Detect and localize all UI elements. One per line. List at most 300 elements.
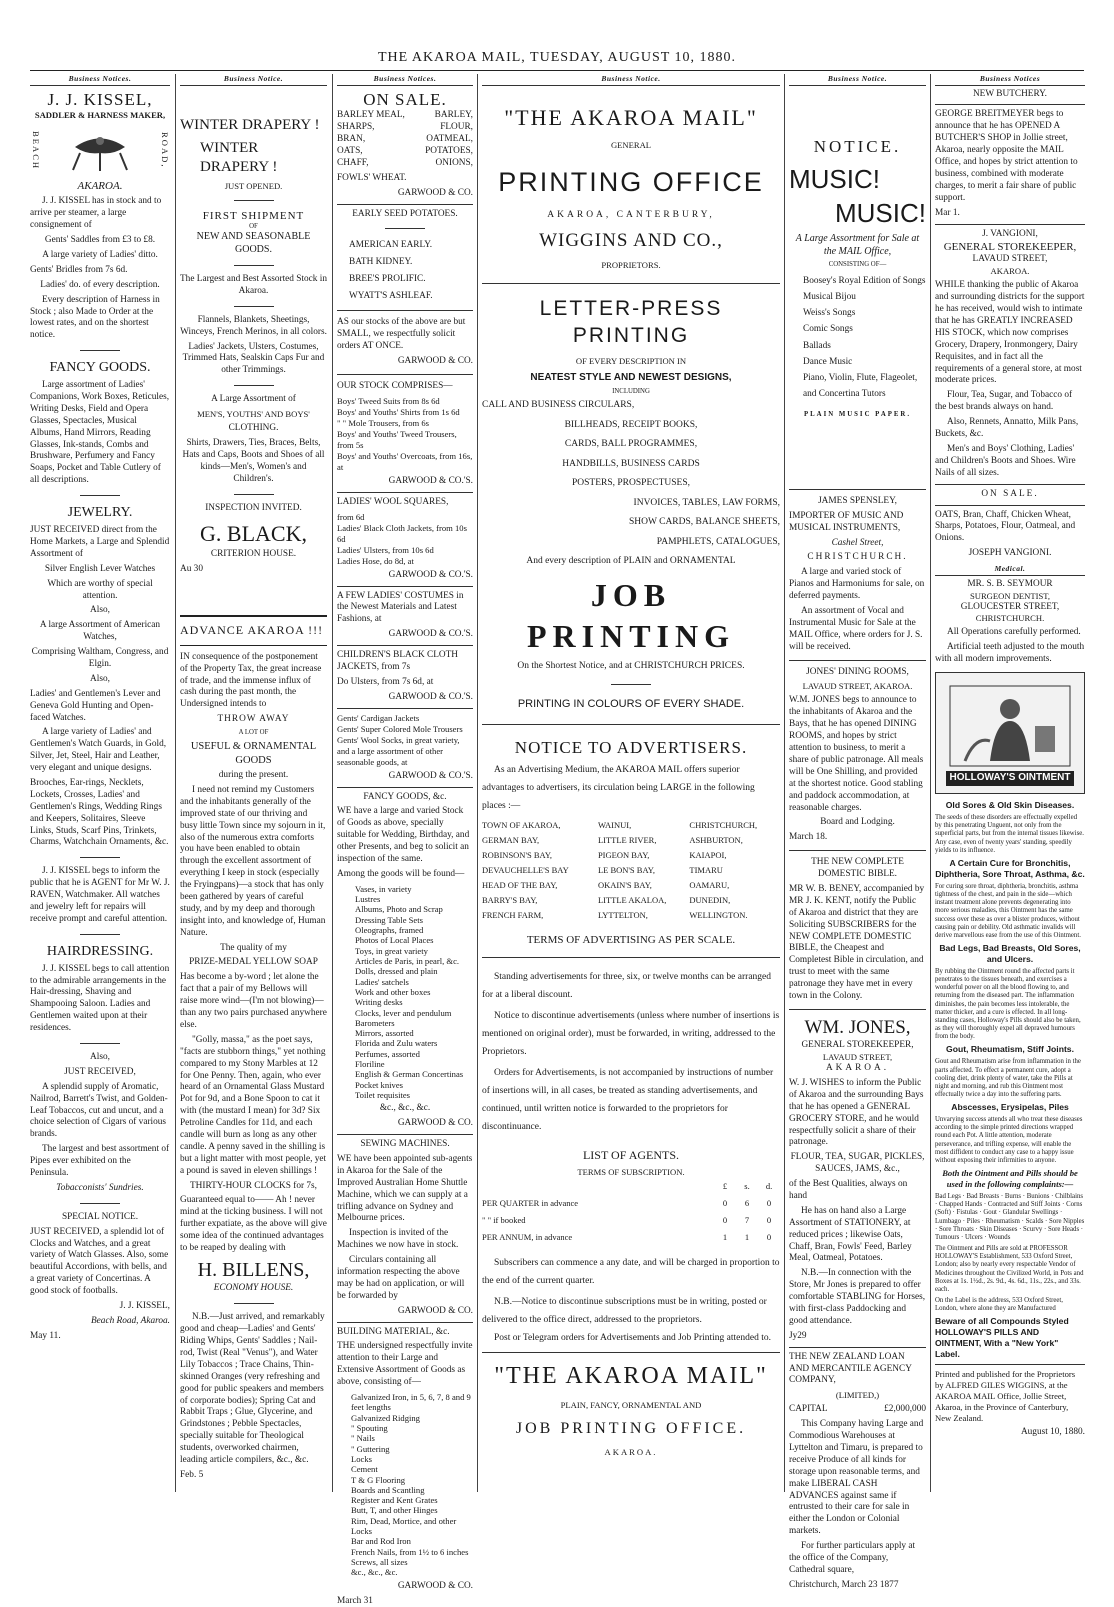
board-lodging: Board and Lodging. [820, 817, 895, 828]
column-rule [175, 74, 176, 1492]
town-cell: ASHBURTON, [689, 835, 743, 846]
seed-potatoes-title: EARLY SEED POTATOES. [352, 208, 458, 219]
sewing-title: SEWING MACHINES. [360, 1139, 450, 1150]
advertisers-body: As an Advertising Medium, the AKAROA MAIL offers superior advantages to advertisers, its circulation being LARGE in the following places :— [482, 765, 755, 812]
wool-item: from 6d [337, 511, 365, 522]
vangioni-town: AKAROA. [990, 266, 1030, 277]
divider [337, 586, 473, 587]
goods-item: BARLEY MEAL, [337, 110, 405, 121]
seed-list [337, 237, 473, 304]
divider [337, 492, 473, 493]
subs-cell: PER ANNUM, in advance [482, 1232, 573, 1243]
printing-item: CALL AND BUSINESS CIRCULARS, [482, 400, 635, 411]
holloway-engraving [935, 672, 1085, 794]
subs-cell: 1 [722, 1232, 728, 1243]
holloway-text: For curing sore throat, diphtheria, bronchitis, asthma tightness of the chest, and pain in the side—which instant treatment alone prevents degenerating into more serious maladies, this Ointment has the same success over these as over a blister produces, without causing pain or debility. Old asthmatic invalids will derive marvellous ease from the use of this Ointment. [935, 882, 1081, 939]
building-item: " Nails [351, 1433, 375, 1444]
nz-limited: (LIMITED,) [835, 1390, 880, 1401]
music-assortment: A Large Assortment for Sale at the MAIL Office, [795, 232, 920, 257]
garwood-sign: GARWOOD & CO.'S. [388, 629, 473, 640]
column-5 [789, 74, 926, 1590]
fowls-wheat: FOWLS' WHEAT. [337, 172, 407, 183]
holloway-heading: Abscesses, Erysipelas, Piles [951, 1102, 1069, 1113]
divider [482, 957, 780, 958]
building-item: &c., &c., &c. [351, 1567, 398, 1578]
tobacco-text: Tobacconists' Sundries. [56, 1182, 144, 1193]
town-cell: DUNEDIN, [689, 894, 731, 905]
building-item: T & G Flooring [351, 1474, 406, 1485]
subs-cell: " " if booked [482, 1215, 526, 1226]
towns-table [482, 818, 780, 922]
column-4 [482, 74, 780, 1492]
jewelry-text: Brooches, Ear-rings, Necklets, Lockets, Crosses, Ladies' and Gentlemen's Rings, Wedding Rings and Keepers, Solitaires, Sleeve Links, Studs, Scarf Pins, Trinkets, Charms, Watchchain Ornaments, &c. [30, 777, 169, 848]
standing-text: Standing advertisements for three, six, or twelve months can be arranged for at a liberal discount. [482, 971, 771, 1000]
garwood-sign: GARWOOD & CO. [397, 1305, 473, 1316]
terms-title: TERMS OF ADVERTISING AS PER SCALE. [526, 933, 736, 946]
divider [337, 374, 473, 375]
divider [385, 228, 425, 229]
music-title: MUSIC! [835, 197, 926, 228]
seymour-text: All Operations carefully performed. [947, 627, 1081, 638]
fancy-goods-list [337, 884, 473, 1101]
fancy-goods-body: Large assortment of Ladies' Companions, Work Boxes, Reticules, Writing Desks, Field and Opera Glasses, Spectacles, Musical Albums, Hand Mirrors, Reading Glasses, Ink-stands, Combs and Brushware, Perfumery and Fancy Soaps, Pocket and Table Cutlery of all descriptions. [30, 380, 170, 486]
kissel-text: Every description of Harness in Stock ; also Made to Order at the lowest rates, and on the shortest notice. [30, 294, 160, 341]
printing-item: CARDS, BALL PROGRAMMES, [564, 439, 698, 450]
printed-by: Printed and published for the Proprietors by ALFRED GILES WIGGINS, at the AKAROA MAIL Office, Jollie Street, Akaroa, in the Province of Canterbury, New Zealand. [935, 1369, 1076, 1424]
printing-item: POSTERS, PROSPECTUSES, [572, 478, 690, 489]
fancy-item: Toys, in great variety [355, 945, 428, 956]
building-body: THE undersigned respectfully invite attention to their Large and Extensive Assortment of Goods as above, consisting of— [337, 1341, 473, 1388]
children-text: CHILDREN'S BLACK CLOTH JACKETS, from 7s [337, 650, 458, 672]
winter-drapery-heading: WINTER DRAPERY ! [200, 139, 278, 175]
seymour-name: MR. S. B. SEYMOUR [967, 578, 1053, 589]
fancy-item: English & German Concertinas [355, 1069, 464, 1080]
subs-cell: 6 [744, 1198, 750, 1209]
fancy-item: Dressing Table Sets [355, 914, 423, 925]
capital-label: CAPITAL [789, 1404, 828, 1415]
building-item: Locks [351, 1453, 373, 1464]
wj-text: FLOUR, TEA, SUGAR, PICKLES, SAUCES, JAMS, &c., [790, 1152, 925, 1175]
jewelry-text: A large variety of Ladies' and Gentlemen's Watch Guards, in Gold, Silver, Jet, Steel, Hair and Leather, very elegant and unique designs. [30, 727, 167, 774]
jewelry-text: Which are worthy of special attention. [47, 578, 153, 601]
spensley-name: JAMES SPENSLEY, [818, 495, 897, 506]
date-line: May 11. [30, 1330, 61, 1341]
goods-item: ONIONS, [435, 157, 473, 168]
divider [789, 489, 926, 490]
subs-note: Subscribers can commence a any date, and will be charged in proportion to the end of the current quarter. [482, 1257, 780, 1286]
town-cell: CHRISTCHURCH, [689, 820, 758, 831]
divider [80, 350, 120, 351]
town-cell: ROBINSON'S BAY, [482, 850, 553, 861]
jones-text: W.M. JONES begs to announce to the inhabitants of Akaroa and the Bays, that he has opened DINING ROOMS, and hopes by strict attention to business, to merit a share of public patronage. All meals will be One Shilling, and provided at the shortest notice. Good stabling and paddock accommodation, at reasonable charges. [789, 695, 924, 813]
wool-item: Ladies Hose, do 8d, at [337, 555, 414, 566]
kissel-text: J. J. KISSEL has in stock and to arrive per steamer, a large consignement of [30, 196, 162, 231]
children-text: Do Ulsters, from 7s 6d, at [337, 676, 434, 687]
clocks-line: THIRTY-HOUR CLOCKS for 7s, [189, 1180, 317, 1191]
column-header: Business Notice. [789, 74, 926, 86]
fancy-item: Pocket knives [355, 1079, 403, 1090]
fancy-item: Mirrors, assorted [355, 1028, 414, 1039]
fancy-item: Perfumes, assorted [355, 1048, 420, 1059]
building-item: French Nails, from 1½ to 6 inches [351, 1546, 469, 1557]
divider [935, 1364, 1085, 1365]
divider [337, 645, 473, 646]
spensley-text: A large and varied stock of Pianos and Harmoniums for sale, on deferred payments. [789, 567, 925, 602]
company-text: For further particulars apply at the office of the Company, Cathedral square, [789, 1541, 916, 1575]
goods-row [337, 110, 473, 122]
divider [180, 615, 327, 617]
kissel-text: Gents' Bridles from 7s 6d. [30, 264, 128, 275]
fancy-goods-title: FANCY GOODS. [49, 360, 151, 376]
tobacco-text: The largest and best assortment of Pipes ever exhibited on the Peninsula. [30, 1144, 170, 1179]
divider [935, 224, 1085, 225]
costumes-text: A FEW LADIES' COSTUMES in the Newest Materials and Latest Fashions, at [337, 590, 464, 625]
holloway-heading: A Certain Cure for Bronchitis, Diphtheria, Sore Throat, Asthma, &c. [935, 857, 1085, 879]
place-line: AKAROA, CANTERBURY, [547, 210, 715, 221]
music-item: Musical Bijou [803, 291, 856, 302]
agents-title: LIST OF AGENTS. [582, 1148, 680, 1163]
fancy-item: Albums, Photo and Scrap [355, 904, 443, 915]
subs-header-cell [482, 1178, 714, 1195]
garwood-sign: GARWOOD & CO.'S. [388, 475, 473, 486]
sewing-circulars: Circulars containing all information respecting the above may be had on application, or will be forwarded by [337, 1255, 465, 1301]
divider [611, 684, 651, 685]
advance-akaroa-title: ADVANCE AKAROA !!! [180, 623, 324, 638]
advance-text: Guaranteed equal to—— Ah ! never mind at the ticking business. I will not further expatiate, as the above will give some idea of the continued advantages to be reaped by dealing with [180, 1195, 327, 1253]
column-3 [337, 74, 473, 1606]
music-item: Piano, Violin, Flute, Flageolet, and Concertina Tutors [803, 373, 918, 400]
stock-item: Boys' and Youths' Overcoats, from 16s, at [337, 450, 473, 472]
shortest-notice: On the Shortest Notice, and at CHRISTCHURCH PRICES. [517, 661, 745, 672]
jones-street: LAVAUD STREET, [822, 1052, 893, 1063]
sewing-inspect: Inspection is invited of the Machines we now have in stock. [337, 1228, 459, 1251]
subs-cell: 0 [722, 1198, 728, 1209]
divider [80, 495, 120, 496]
jewelry-text: Silver English Lever Watches [44, 563, 156, 574]
divider [234, 306, 274, 307]
colours-line: PRINTING IN COLOURS OF EVERY SHADE. [517, 698, 745, 711]
jones-street: LAVAUD STREET, AKAROA. [802, 681, 913, 692]
throw-away: THROW AWAY [217, 714, 290, 725]
building-item: Galvanized Iron, in 5, 6, 7, 8 and 9 feet lengths [351, 1392, 471, 1413]
every-desc: And every description of PLAIN and ORNAMENTAL [526, 556, 736, 567]
subs-row [482, 1229, 780, 1246]
holloway-complaints: Bad Legs · Bad Breasts · Burns · Bunions · Chilblains · Chapped Hands · Contracted and Stiff Joints · Corns (Soft) · Fistulas · Gout · Glandular Swellings · Lumbago · Piles · Rheumatism · Scalds · Sore Nipples · Sore Throats · Skin Diseases · Scurvy · Sore Heads · Tumours · Ulcers · Wounds [935, 1193, 1085, 1241]
stock-item: " " Mole Trousers, from 6s [337, 417, 430, 428]
town-cell: LYTTELTON, [597, 909, 648, 920]
holloway-label: On the Label is the address, 533 Oxford Street, London, where alone they are Manufactured [935, 1296, 1063, 1313]
hairdressing-body: J. J. KISSEL begs to call attention to the admirable arrangements in the Hair-dressing, Shaving and Shampooing Saloon. Ladies and Gentlemen waited upon at their residences. [30, 963, 170, 1034]
tobacco-text: JUST RECEIVED, [64, 1066, 136, 1077]
town-cell: OAMARU, [689, 879, 730, 890]
wj-text: N.B.—In connection with the Store, Mr Jones is prepared to offer comfortable STABLING for Horses, with first-class Paddocking and good attendance. [789, 1268, 926, 1326]
town-cell: PIGEON BAY, [597, 850, 650, 861]
column-header: Business Notices. [337, 74, 473, 86]
subs-cell: 0 [766, 1232, 772, 1243]
proprietors-label: PROPRIETORS. [601, 259, 661, 270]
letterpress-title: LETTER-PRESS PRINTING [539, 296, 723, 347]
holloway-seated-figure-icon [945, 681, 1075, 771]
towns-row [482, 893, 780, 908]
wm-jones-name: WM. JONES, [804, 1016, 911, 1038]
goods-row [337, 122, 473, 134]
goods-item: BRAN, [337, 134, 366, 145]
holloway-heading: Gout, Rheumatism, Stiff Joints. [946, 1044, 1074, 1055]
notice-title: NOTICE. [813, 136, 902, 156]
advance-text: The quality of my [220, 942, 287, 953]
building-item: Screws, all sizes [351, 1557, 408, 1568]
printing-items-list [482, 396, 780, 552]
black-name: G. BLACK, [200, 521, 307, 547]
towns-row [482, 848, 780, 863]
joseph-sign: JOSEPH VANGIONI. [968, 548, 1052, 559]
discontinue-text: Notice to discontinue advertisements (unless where number of insertions is mentioned on original order), must be forwarded, in writing, addressed to the Proprietors. [482, 1010, 780, 1057]
fancy-goods-among: Among the goods will be found— [337, 868, 465, 879]
music-items [789, 273, 926, 403]
nz-loan-title: THE NEW ZEALAND LOAN AND MERCANTILE AGENCY COMPANY, [789, 1351, 912, 1386]
drapery-text: Ladies' Jackets, Ulsters, Costumes, Trimmed Hats, Sealskin Caps Fur and other Trimmings. [182, 341, 325, 376]
vangioni-street: LAVAUD STREET, [972, 254, 1048, 265]
akaroa-mail-title: "THE AKAROA MAIL" [504, 104, 758, 130]
fancy-item: Dolls, dressed and plain [355, 966, 438, 977]
towns-row [482, 833, 780, 848]
seymour-city: CHRISTCHURCH. [975, 613, 1045, 624]
building-item: Cement [351, 1464, 378, 1475]
town-cell: LITTLE AKALOA, [597, 894, 667, 905]
column-2 [180, 74, 327, 1492]
notice-advertisers-title: NOTICE TO ADVERTISERS. [514, 737, 748, 757]
column-header: Business Notice. [482, 74, 780, 86]
spensley-street: Cashel Street, [831, 537, 884, 548]
date-line: March 31 [337, 1595, 373, 1606]
garwood-sign: GARWOOD & CO.'S. [388, 569, 473, 580]
akaroa-label: AKAROA. [604, 1447, 658, 1458]
fancy-item: Floriline [355, 1059, 385, 1070]
wj-text: W. J. WISHES to inform the Public of Akaroa and the surrounding Bays that he has opened a GENERAL GROCERY STORE, and he would respectfully solicit a share of their patronage. [789, 1077, 924, 1148]
medical-header: Medical. [935, 564, 1085, 576]
tobacco-text: A splendid supply of Aromatic, Nailrod, Barrett's Twist, and Golden-Leaf Tobaccos, cut and uncut, and a choice selection of Cigars of various brands. [30, 1081, 168, 1140]
town-cell: WAINUI, [597, 820, 632, 831]
divider [180, 645, 327, 646]
column-rule [332, 74, 333, 1492]
garwood-sign: GARWOOD & CO. [397, 1118, 473, 1129]
fancy-goods-title: FANCY GOODS, &c. [363, 791, 447, 802]
divider [80, 857, 120, 858]
fancy-item: Writing desks [355, 997, 403, 1008]
drapery-text: MEN'S, YOUTHS' AND BOYS' [197, 409, 310, 420]
goods-item: CHAFF, [337, 157, 369, 168]
every-description: OF EVERY DESCRIPTION IN [575, 355, 687, 366]
fancy-goods-intro: WE have a large and varied Stock of Goods as above, specially suitable for Wedding, Birthday, and other Presents, and beg to solicit an inspection of the same. [337, 806, 470, 864]
goods-row [337, 158, 473, 170]
drapery-text: CLOTHING. [228, 423, 279, 434]
column-rule [477, 74, 478, 1492]
on-sale-title: ON SALE. [363, 89, 447, 109]
company-text: This Company having Large and Commodious Warehouses at Lyttelton and Timaru, is prepared to receive Produce of all kinds for storage upon reasonable terms, and make LIBERAL CASH ADVANCES against same if entrusted to their care for sale in either the London or Colonial markets. [789, 1419, 924, 1537]
subs-cell: 0 [766, 1215, 772, 1226]
divider [482, 1352, 780, 1353]
goods-item: OATMEAL, [426, 134, 473, 145]
fancy-item: Articles de Paris, in pearl, &c. [355, 955, 460, 966]
building-item: Boards and Scantling [351, 1484, 425, 1495]
building-item: Butt, T, and other Hinges [351, 1505, 438, 1516]
printing-item: BILLHEADS, RECEIPT BOOKS, [564, 419, 698, 430]
fancy-item: Florida and Zulu waters [355, 1038, 438, 1049]
prize-medal-soap: PRIZE-MEDAL YELLOW SOAP [189, 957, 318, 968]
printing-item: HANDBILLS, BUSINESS CARDS [562, 458, 700, 469]
fancy-item: Ladies' satchels [355, 976, 409, 987]
divider [337, 1134, 473, 1135]
printing-item: SHOW CARDS, BALANCE SHEETS, [628, 517, 780, 528]
gen-store-label: GENERAL STOREKEEPER, [943, 241, 1077, 254]
town-cell: LE BON'S BAY, [597, 865, 655, 876]
on-sale-title: ON SALE. [981, 488, 1039, 499]
bible-text: MR W. B. BENEY, accompanied by MR J. K. KENT, notify the Public of Akaroa and district that they are Soliciting SUBSCRIBERS for the NEW COMPLETE DOMESTIC BIBLE, the Cheapest and Completest Bible in circulation, and trust to meet with the same patronage they have met in every town in the Colony. [789, 883, 925, 1001]
drapery-text: Flannels, Blankets, Sheetings, Winceys, French Merinos, in all colors. [180, 314, 327, 337]
masthead: THE AKAROA MAIL, TUESDAY, AUGUST 10, 1880. [377, 50, 737, 65]
town-cell: KAIAPOI, [689, 850, 727, 861]
inspection-invited: INSPECTION INVITED. [205, 502, 302, 513]
divider [234, 1303, 274, 1304]
side-label-right: ROAD, [160, 132, 170, 169]
building-item: Bar and Rod Iron [351, 1536, 411, 1547]
date-line: Feb. 5 [180, 1469, 204, 1480]
side-label-left: BEACH [31, 130, 41, 170]
useful-goods: USEFUL & ORNAMENTAL GOODS [190, 741, 317, 766]
kissel-text: Gents' Saddles from £3 to £8. [44, 235, 156, 246]
divider [789, 850, 926, 851]
wool-item: Ladies' Black Cloth Jackets, from 10s 6d [337, 522, 467, 544]
storekeeper-label: GENERAL STOREKEEPER, [801, 1040, 914, 1051]
music-item: Dance Music [803, 356, 853, 367]
subs-cell: 7 [744, 1215, 750, 1226]
special-notice-title: SPECIAL NOTICE. [61, 1211, 139, 1222]
divider [337, 204, 473, 205]
holloway-text: Unvarying success attends all who treat these diseases according to the simple printed directions wrapped round each Pot. A little attention, moderate perseverance, and trifling expense, will enable the most diffident to conduct any case to a happy issue without exposing their infirmities to anyone. [935, 1116, 1083, 1164]
holloway-banner: HOLLOWAY'S OINTMENT [946, 771, 1075, 786]
orders-text: Orders for Advertisements, is not accompanied by instructions of number of insertions will, in all cases, be treated as standing advertisements, and continued, until written notice is forwarded to the proprietors for discontinuance. [482, 1067, 774, 1132]
fancy-item: Lustres [355, 894, 381, 905]
divider [482, 283, 780, 284]
divider [234, 265, 274, 266]
goods-item: FLOUR, [440, 122, 473, 133]
kissel-town: AKAROA. [77, 180, 123, 193]
goods-item: POTATOES, [425, 146, 473, 157]
hairdressing-title: HAIRDRESSING. [46, 943, 154, 959]
stock-item: Boys' Tweed Suits from 8s 6d [337, 395, 440, 406]
building-item: " Guttering [351, 1443, 390, 1454]
building-item: Galvanized Ridging [351, 1412, 420, 1423]
subs-cell: 1 [744, 1232, 750, 1243]
vangioni-text: Men's and Boys' Clothing, Ladies' and Children's Boots and Shoes. Wire Nails of all sizes. [935, 443, 1076, 478]
capital-value: £2,000,000 [884, 1404, 926, 1415]
goods-list [337, 110, 473, 169]
winter-drapery-heading: WINTER DRAPERY ! [180, 116, 320, 133]
towns-row [482, 818, 780, 833]
town-cell: FRENCH FARM, [482, 909, 544, 920]
of-label: OF [249, 223, 258, 231]
town-cell: HEAD OF THE BAY, [482, 879, 558, 890]
garwood-sign: GARWOOD & CO. [397, 187, 473, 198]
divider [789, 660, 926, 661]
town-cell: DEVAUCHELLE'S BAY [482, 865, 569, 876]
divider [234, 494, 274, 495]
wool-item: Ladies' Ulsters, from 10s 6d [337, 544, 434, 555]
building-list [337, 1392, 473, 1578]
divider [234, 385, 274, 386]
general-label: GENERAL [610, 139, 652, 150]
towns-row [482, 878, 780, 893]
music-item: Boosey's Royal Edition of Songs [803, 275, 926, 286]
seed-item: BREE'S PROLIFIC. [349, 273, 426, 284]
building-item: Rim, Dead, Mortice, and other Locks [351, 1515, 457, 1537]
butchery-text: GEORGE BREITMEYER begs to announce that he has OPENED A BUTCHER'S SHOP in Jollie street, Akaroa, nearly opposite the MAIL Office, and hopes by strict attention to business, combined with moderate charges, to merit a fair share of public support. [935, 109, 1078, 203]
column-rule [930, 74, 931, 1492]
divider [80, 1043, 120, 1044]
town-cell: WELLINGTON. [689, 909, 748, 920]
our-stock-title: OUR STOCK COMPRISES— [337, 380, 453, 391]
advance-text: "Golly, massa," as the poet says, "facts are stubborn things," yet nothing compared to my Stony Marbles at 12 for One Penny. Then, again, who ever heard of an Ornamental Glass Mustard Pot for 9d, and a Bone Spoon to cat it with (the mustard I mean) for 3d? Six Petroline Candles for 11d, and each candle will burn as long as any other candle. A penny saved in the shilling is but a light matter with most people, yet a pound is saved in eleven shillings ! [180, 1034, 327, 1176]
vangioni-text: Flour, Tea, Sugar, and Tobacco of the best brands always on hand. [935, 390, 1073, 413]
seymour-text: Artificial teeth adjusted to the mouth with all modern improvements. [935, 642, 1085, 665]
divider [935, 505, 1085, 506]
divider [789, 1009, 926, 1010]
divider [234, 200, 274, 201]
garwood-sign: GARWOOD & CO. [397, 356, 473, 367]
divider [337, 708, 473, 709]
divider [935, 484, 1085, 485]
signoff-address: Beach Road, Akaroa. [90, 1315, 170, 1326]
jewelry-text: Ladies' and Gentlemen's Lever and Geneva Gold Hunting and Open-faced Watches. [30, 688, 161, 723]
tobacco-text: Also, [90, 1052, 110, 1063]
masthead-rule [30, 70, 1084, 71]
job-printing-title: JOB PRINTING [526, 577, 735, 655]
advance-text: Has become a by-word ; let alone the fact that a pair of my Bellows will raise more wind—(I'm not blowing)—than any two pairs purchased anywhere else. [180, 972, 327, 1030]
post-line: Post or Telegram orders for Advertisements and Job Printing attended to. [494, 1333, 771, 1344]
fancy-item: Photos of Local Places [355, 935, 434, 946]
jewelry-text: Comprising Waltham, Congress, and Elgin. [31, 647, 169, 669]
bible-title: THE NEW COMPLETE DOMESTIC BIBLE. [811, 857, 904, 880]
signoff: J. J. KISSEL, [119, 1301, 170, 1312]
drapery-text: The Largest and Best Assorted Stock in Akaroa. [180, 273, 328, 296]
during-present: during the present. [218, 770, 289, 781]
fancy-item: Work and other boxes [355, 986, 431, 997]
divider [789, 1347, 926, 1348]
drapery-text: A Large Assortment of [211, 394, 296, 405]
kissel-trade: SADDLER & HARNESS MAKER, [34, 110, 166, 121]
divider [80, 934, 120, 935]
drapery-text: Shirts, Drawers, Ties, Braces, Belts, Hats and Caps, Boots and Shoes of all kinds—Men's, Women's and Children's. [182, 438, 325, 484]
neatest-style: NEATEST STYLE AND NEWEST DESIGNS, [530, 371, 732, 383]
garwood-sign: GARWOOD & CO.'S. [388, 691, 473, 702]
seymour-title: SURGEON DENTIST, [969, 590, 1051, 601]
date-line: Mar 1. [935, 207, 960, 218]
music-item: Ballads [803, 340, 831, 351]
wool-title: LADIES' WOOL SQUARES, [337, 496, 449, 507]
divider [337, 1322, 473, 1323]
building-item: Register and Kent Grates [351, 1495, 438, 1506]
akaroa-mail-bottom-title: "THE AKAROA MAIL" [494, 1363, 768, 1390]
vangioni-text: Also, Rennets, Annatto, Milk Pans, Buckets, &c. [935, 417, 1079, 440]
kissel-text: Ladies' do. of every description. [40, 279, 160, 290]
sewing-body: WE have been appointed sub-agents in Akaroa for the Sale of the Improved Australian Home Shuttle Machine, which we can supply at a trifling advance on Sydney and Melbourne prices. [337, 1154, 473, 1224]
fancy-item: Vases, in variety [355, 883, 412, 894]
seymour-street: GLOUCESTER STREET, [960, 601, 1060, 612]
date-line: August 10, 1880. [1020, 1427, 1085, 1438]
billens-name: H. BILLENS, [197, 1258, 310, 1281]
divider [337, 787, 473, 788]
oats-text: OATS, Bran, Chaff, Chicken Wheat, Sharps, Potatoes, Flour, Oatmeal, and Onions. [935, 509, 1076, 544]
